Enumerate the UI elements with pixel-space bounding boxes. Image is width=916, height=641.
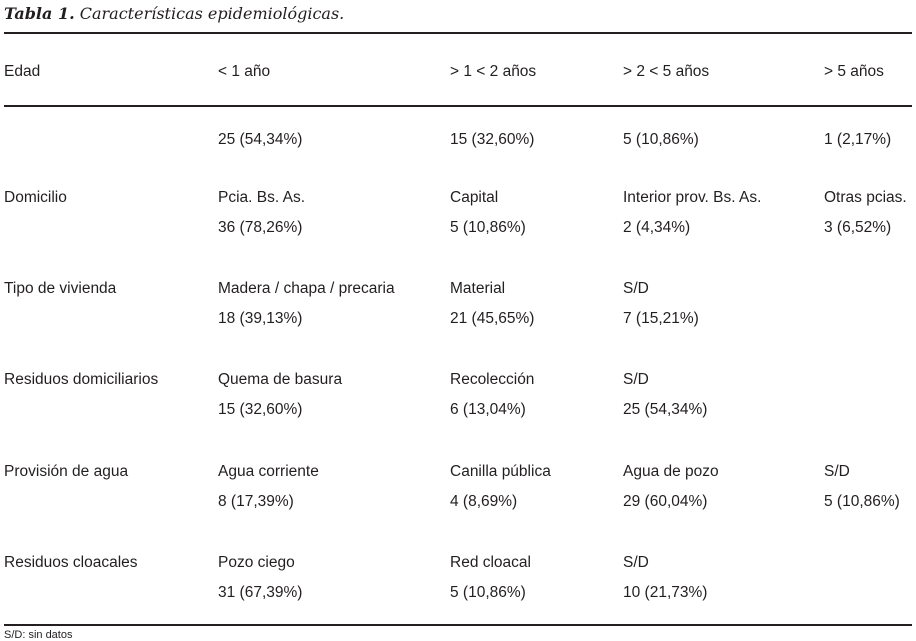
row-value: 8 (17,39%) xyxy=(218,493,294,510)
row-label-domicilio: Domicilio xyxy=(4,189,67,206)
row-category: Recolección xyxy=(450,371,535,388)
header-col-4: > 5 años xyxy=(824,63,884,80)
row-category: Quema de basura xyxy=(218,371,343,388)
row-category: S/D xyxy=(824,463,850,480)
table-number: Tabla 1. xyxy=(4,4,75,23)
row-value: 29 (60,04%) xyxy=(623,493,708,510)
row-value: 3 (6,52%) xyxy=(824,219,892,236)
row-value: 5 (10,86%) xyxy=(824,493,900,510)
row-category: S/D xyxy=(623,554,649,571)
row-category: Agua de pozo xyxy=(623,463,719,480)
row-value: 6 (13,04%) xyxy=(450,401,526,418)
row-label-residuos-domiciliarios: Residuos domiciliarios xyxy=(4,371,159,388)
row-category: S/D xyxy=(623,280,649,297)
row-value: 36 (78,26%) xyxy=(218,219,303,236)
header-col-3: > 2 < 5 años xyxy=(623,63,710,80)
row-value: 31 (67,39%) xyxy=(218,584,303,601)
top-rule xyxy=(4,32,912,34)
row-category: Otras pcias. xyxy=(824,189,907,206)
row-edad-value: 15 (32,60%) xyxy=(450,131,535,148)
table-caption xyxy=(4,4,344,23)
row-category: Pozo ciego xyxy=(218,554,295,571)
row-edad-value: 1 (2,17%) xyxy=(824,131,892,148)
row-category: S/D xyxy=(623,371,649,388)
row-value: 25 (54,34%) xyxy=(623,401,708,418)
row-category: Red cloacal xyxy=(450,554,531,571)
footnote: S/D: sin datos xyxy=(4,629,73,641)
row-category: Material xyxy=(450,280,506,297)
row-value: 4 (8,69%) xyxy=(450,493,518,510)
table-title: Características epidemiológicas. xyxy=(79,4,345,23)
row-value: 5 (10,86%) xyxy=(450,219,526,236)
header-rule xyxy=(4,105,912,107)
row-category: Pcia. Bs. As. xyxy=(218,189,306,206)
header-edad: Edad xyxy=(4,63,41,80)
header-col-2: > 1 < 2 años xyxy=(450,63,537,80)
row-edad-value: 25 (54,34%) xyxy=(218,131,303,148)
row-label-provision-de-agua: Provisión de agua xyxy=(4,463,129,480)
row-value: 15 (32,60%) xyxy=(218,401,303,418)
row-value: 7 (15,21%) xyxy=(623,310,699,327)
header-col-1: < 1 año xyxy=(218,63,271,80)
row-category: Agua corriente xyxy=(218,463,319,480)
row-category: Capital xyxy=(450,189,499,206)
row-value: 10 (21,73%) xyxy=(623,584,708,601)
row-value: 2 (4,34%) xyxy=(623,219,691,236)
row-label-tipo-de-vivienda: Tipo de vivienda xyxy=(4,280,117,297)
row-label-residuos-cloacales: Residuos cloacales xyxy=(4,554,138,571)
row-category: Canilla pública xyxy=(450,463,551,480)
row-value: 18 (39,13%) xyxy=(218,310,303,327)
row-category: Madera / chapa / precaria xyxy=(218,280,395,297)
bottom-rule xyxy=(4,624,912,626)
row-value: 5 (10,86%) xyxy=(450,584,526,601)
row-category: Interior prov. Bs. As. xyxy=(623,189,762,206)
row-value: 21 (45,65%) xyxy=(450,310,535,327)
row-edad-value: 5 (10,86%) xyxy=(623,131,699,148)
